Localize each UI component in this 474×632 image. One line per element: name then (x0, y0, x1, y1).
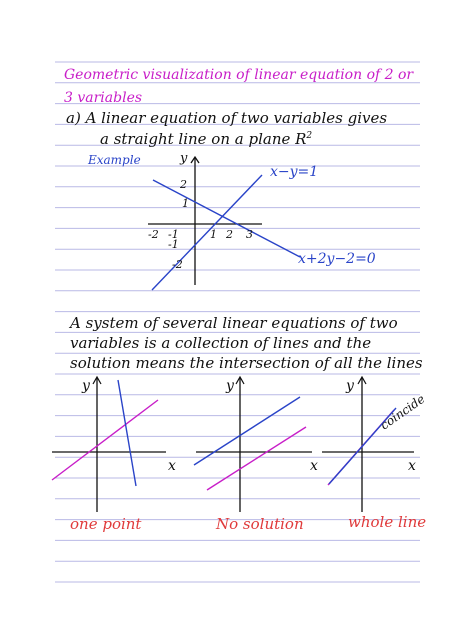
title-line-1: Geometric visualization of linear equation of 2 or (64, 67, 414, 83)
tick-x-1: 1 (210, 228, 217, 241)
graph-b-x-label: x (310, 458, 318, 474)
example-label: Example (88, 153, 141, 167)
point-a-text: a straight line on a plane R (100, 130, 307, 148)
graph-a-magenta-line (52, 400, 158, 480)
graph-whole-line (322, 377, 427, 512)
tick-x-neg2: -2 (148, 228, 159, 241)
caption-whole-line: whole line (348, 513, 427, 531)
graph-one-point (52, 377, 176, 512)
graph-b-blue-line (194, 397, 300, 465)
tick-y-neg2: -2 (172, 258, 183, 271)
superscript-2: 2 (306, 131, 313, 141)
tick-y-neg1: -1 (168, 238, 179, 251)
tick-x-3: 3 (246, 228, 253, 241)
graph-a-blue-line (118, 380, 136, 486)
tick-x-neg1: -1 (168, 228, 179, 241)
graph1-eq2: x+2y−2=0 (298, 251, 376, 267)
graph-a-y-label: y (82, 378, 90, 394)
tick-y-2: 2 (180, 178, 187, 191)
tick-x-2: 2 (226, 228, 233, 241)
graph1-eq1: x−y=1 (270, 164, 319, 180)
graph-no-solution (194, 377, 318, 512)
graph-a-x-label: x (168, 458, 176, 474)
system-line-2: variables is a collection of lines and the (70, 334, 372, 352)
graph-c-x-label: x (408, 458, 416, 474)
point-a-line-1: a) A linear equation of two variables gives (66, 109, 388, 127)
graph-b-magenta-line (207, 427, 306, 490)
caption-one-point: one point (70, 515, 142, 533)
graph1-y-label: y (180, 151, 188, 166)
graph-b-y-label: y (226, 378, 234, 394)
system-line-1: A system of several linear equations of two (70, 314, 398, 332)
title-line-2: 3 variables (64, 90, 143, 106)
graph-c-y-label: y (346, 378, 354, 394)
tick-y-1: 1 (182, 197, 189, 210)
coincide-label: coincide (377, 391, 428, 433)
caption-no-solution: No solution (216, 515, 304, 533)
system-line-3: solution means the intersection of all the lines (70, 354, 423, 372)
